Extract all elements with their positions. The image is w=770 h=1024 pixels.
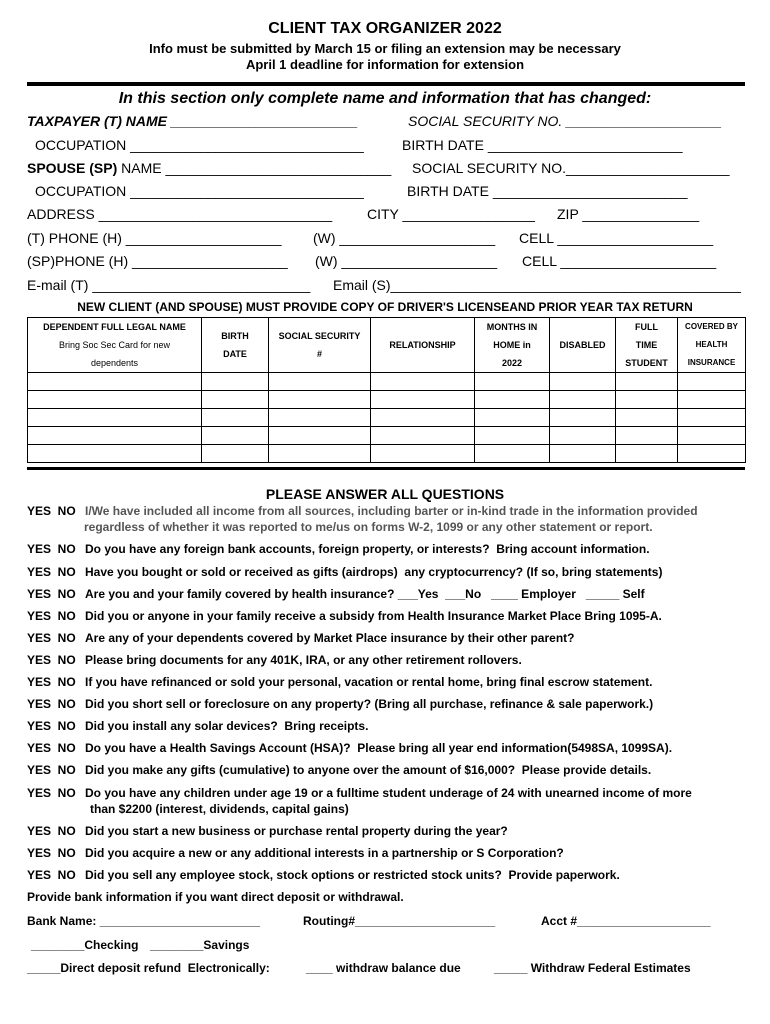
savings-option[interactable]: ________Savings <box>150 938 250 952</box>
address-field[interactable]: ADDRESS ______________________________ <box>27 206 333 222</box>
question-hsa[interactable]: YES NO Do you have a Health Savings Account (HSA)? Please bring all year end information(5498SA, 1099SA). <box>27 741 673 755</box>
dependents-table <box>27 317 746 463</box>
account-number-field[interactable]: Acct #____________________ <box>541 914 711 928</box>
routing-number-field[interactable]: Routing#_____________________ <box>303 914 496 928</box>
question-health-insurance[interactable]: YES NO Are you and your family covered by health insurance? ___Yes ___No ____ Employer _____ Self <box>27 587 645 601</box>
checking-option[interactable]: ________Checking <box>31 938 139 952</box>
form-subtitle-extension: April 1 deadline for information for extension <box>245 57 525 72</box>
city-field[interactable]: CITY _________________ <box>367 206 535 222</box>
taxpayer-birthdate-field[interactable]: BIRTH DATE _________________________ <box>402 137 683 153</box>
spouse-name-field[interactable] <box>27 160 391 176</box>
withdraw-estimates-option[interactable]: _____ Withdraw Federal Estimates <box>494 961 691 975</box>
spouse-name-blank: NAME _____________________________ <box>117 160 392 176</box>
header-divider <box>27 82 745 86</box>
question-foreign-accounts[interactable]: YES NO Do you have any foreign bank accounts, foreign property, or interests? Bring account information. <box>27 542 650 556</box>
col-header-student: FULL TIME STUDENT <box>616 318 678 373</box>
question-cryptocurrency[interactable]: YES NO Have you bought or sold or received as gifts (airdrops) any cryptocurrency? (If so, bring statements) <box>27 565 663 579</box>
dependent-row[interactable] <box>28 373 746 391</box>
question-income-reported[interactable]: YES NO I/We have included all income from all sources, including barter or in-kind trade in the information provided <box>27 504 698 518</box>
form-title: CLIENT TAX ORGANIZER 2022 <box>268 20 502 37</box>
spouse-home-phone-field[interactable]: (SP)PHONE (H) ____________________ <box>27 253 288 269</box>
col-header-ssn: SOCIAL SECURITY # <box>269 318 371 373</box>
col-header-name: DEPENDENT FULL LEGAL NAME Bring Soc Sec Card for new dependents <box>28 318 202 373</box>
table-bottom-divider <box>27 467 745 470</box>
question-short-sale[interactable]: YES NO Did you short sell or foreclosure on any property? (Bring all purchase, refinance & sale paperwork.) <box>27 697 654 711</box>
spouse-work-phone-field[interactable]: (W) ____________________ <box>315 253 498 269</box>
question-solar-devices[interactable]: YES NO Did you install any solar devices? Bring receipts. <box>27 719 369 733</box>
taxpayer-ssn-field[interactable]: SOCIAL SECURITY NO. ____________________ <box>408 113 722 129</box>
col-header-birth-date: BIRTH DATE <box>202 318 269 373</box>
spouse-ssn-field[interactable]: SOCIAL SECURITY NO._____________________ <box>412 160 730 176</box>
withdraw-balance-option[interactable]: ____ withdraw balance due <box>306 961 461 975</box>
section-instruction: In this section only complete name and information that has changed: <box>118 90 652 107</box>
bank-info-intro: Provide bank information if you want direct deposit or withdrawal. <box>27 890 404 904</box>
questions-heading: PLEASE ANSWER ALL QUESTIONS <box>265 486 505 502</box>
col-header-relationship: RELATIONSHIP <box>371 318 475 373</box>
taxpayer-home-phone-field[interactable]: (T) PHONE (H) ____________________ <box>27 230 282 246</box>
col-header-months: MONTHS IN HOME in 2022 <box>475 318 550 373</box>
question-retirement-rollovers[interactable]: YES NO Please bring documents for any 401K, IRA, or any other retirement rollovers. <box>27 653 522 667</box>
question-partnership[interactable]: YES NO Did you acquire a new or any additional interests in a partnership or S Corporation? <box>27 846 564 860</box>
new-client-notice: NEW CLIENT (AND SPOUSE) MUST PROVIDE COPY OF DRIVER'S LICENSEAND PRIOR YEAR TAX RETURN <box>77 300 693 314</box>
col-header-disabled: DISABLED <box>550 318 616 373</box>
question-gifts[interactable]: YES NO Did you make any gifts (cumulative) to anyone over the amount of $16,000? Please provide details. <box>27 763 652 777</box>
question-income-reported-continued: regardless of whether it was reported to me/us on forms W-2, 1099 or any other statement or report. <box>84 520 653 534</box>
dependent-row[interactable] <box>28 427 746 445</box>
zip-field[interactable]: ZIP _______________ <box>557 206 700 222</box>
dependent-row[interactable] <box>28 445 746 463</box>
spouse-occupation-field[interactable]: OCCUPATION ______________________________ <box>35 183 364 199</box>
bank-name-field[interactable]: Bank Name: ________________________ <box>27 914 260 928</box>
taxpayer-work-phone-field[interactable]: (W) ____________________ <box>313 230 496 246</box>
spouse-label: SPOUSE (SP) <box>27 160 118 176</box>
taxpayer-occupation-field[interactable]: OCCUPATION ______________________________ <box>35 137 364 153</box>
question-children-unearned-income-continued: than $2200 (interest, dividends, capital gains) <box>90 802 349 816</box>
dependents-header-row <box>28 318 746 373</box>
question-refinance-home[interactable]: YES NO If you have refinanced or sold your personal, vacation or rental home, bring final escrow statement. <box>27 675 653 689</box>
direct-deposit-refund-option[interactable]: _____Direct deposit refund Electronically: <box>27 961 270 975</box>
col-header-insurance: COVERED BY HEALTH INSURANCE <box>678 318 746 373</box>
question-employee-stock[interactable]: YES NO Did you sell any employee stock, stock options or restricted stock units? Provide paperwork. <box>27 868 620 882</box>
spouse-cell-field[interactable]: CELL ____________________ <box>522 253 717 269</box>
dependent-row[interactable] <box>28 391 746 409</box>
dependent-row[interactable] <box>28 409 746 427</box>
taxpayer-cell-field[interactable]: CELL ____________________ <box>519 230 714 246</box>
form-subtitle-deadline: Info must be submitted by March 15 or filing an extension may be necessary <box>149 41 621 56</box>
taxpayer-email-field[interactable]: E-mail (T) ____________________________ <box>27 277 311 293</box>
question-dependents-marketplace[interactable]: YES NO Are any of your dependents covered by Market Place insurance by their other parent? <box>27 631 575 645</box>
spouse-birthdate-field[interactable]: BIRTH DATE _________________________ <box>407 183 688 199</box>
question-marketplace-subsidy[interactable]: YES NO Did you or anyone in your family receive a subsidy from Health Insurance Market Place Bring 1095-A. <box>27 609 662 623</box>
question-children-unearned-income[interactable]: YES NO Do you have any children under age 19 or a fulltime student underage of 24 with unearned income of more <box>27 786 692 800</box>
taxpayer-name-field[interactable]: TAXPAYER (T) NAME ________________________ <box>27 113 358 129</box>
question-new-business[interactable]: YES NO Did you start a new business or purchase rental property during the year? <box>27 824 508 838</box>
spouse-email-field[interactable]: Email (S)_____________________________________________ <box>333 277 741 293</box>
